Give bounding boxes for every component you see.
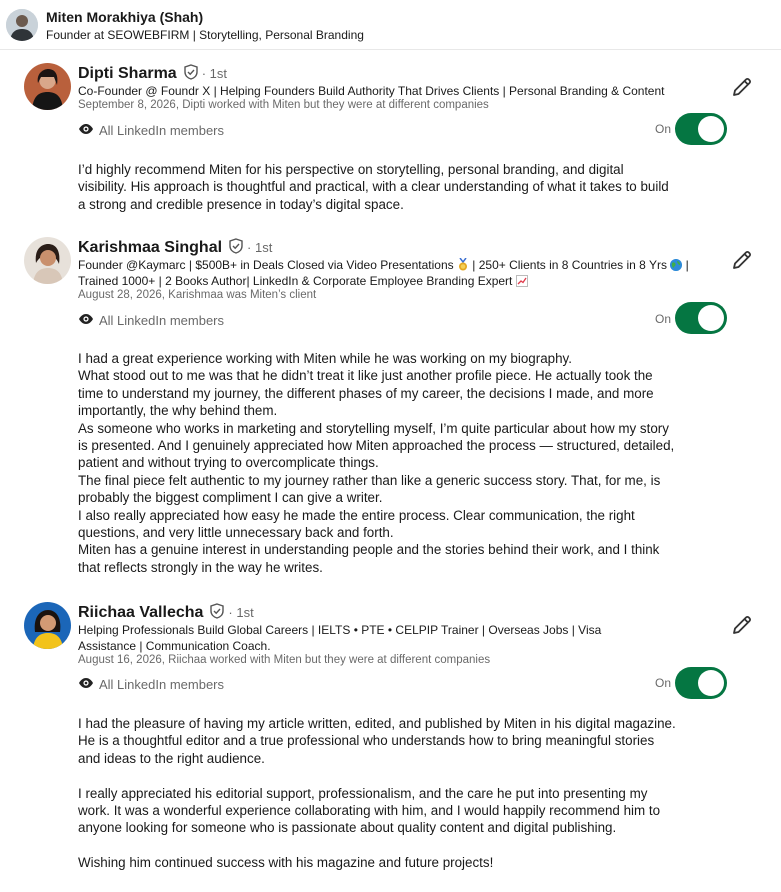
toggle-state-label: On <box>655 122 672 136</box>
profile-headline: Founder at SEOWEBFIRM | Storytelling, Personal Branding <box>46 28 364 42</box>
chart-increasing-icon <box>516 275 528 287</box>
recommender-avatar[interactable] <box>24 237 71 284</box>
recommendation-text: I’d highly recommend Miten for his perspective on storytelling, personal branding, and digital visibility. His approach is thoughtful and practical, with a clear understanding of what it takes to build a strong and credible presence in today’s digital space. <box>78 162 669 212</box>
edit-pencil-icon[interactable] <box>730 75 754 99</box>
recommendation-date-relation: August 16, 2026, Riichaa worked with Miten but they were at different companies <box>78 654 491 666</box>
show-recommendation-toggle[interactable] <box>675 113 727 145</box>
recommender-avatar[interactable] <box>24 63 71 110</box>
visibility-label: All LinkedIn members <box>99 677 224 692</box>
recommendation-card <box>0 233 781 588</box>
visibility-setting[interactable] <box>78 675 224 694</box>
profile-header <box>0 0 781 50</box>
recommendation-card <box>0 60 781 225</box>
recommendation-text: I had the pleasure of having my article written, edited, and published by Miten in his digital magazine. He is a thoughtful editor and a true professional who understands how to bring meaningful stories and ideas to the right audience. I really appreciated his editorial support, professionalism, and the care he put into presenting my work. It was a wonderful experience collaborating with him, and I would happily recommend him to anyone looking for someone who is passionate about quality content and digital publishing. Wishing him continued success with his magazine and future projects! <box>78 716 676 871</box>
visibility-label: All LinkedIn members <box>99 313 224 328</box>
verified-shield-icon <box>209 603 225 624</box>
toggle-state-label: On <box>655 312 672 326</box>
visibility-label: All LinkedIn members <box>99 123 224 138</box>
recommender-name[interactable]: Dipti Sharma <box>78 65 177 82</box>
medal-icon <box>457 258 469 271</box>
recommender-headline: Co-Founder @ Foundr X | Helping Founders Build Authority That Drives Clients | Personal Branding & Content <box>78 84 665 98</box>
visibility-setting[interactable] <box>78 311 224 330</box>
visibility-setting[interactable] <box>78 121 224 140</box>
recommendation-text: I had a great experience working with Miten while he was working on my biography. What stood out to me was that he didn’t treat it like just another profile piece. He actually took the time to understand my journey, the different phases of my career, the decisions I made, and more importantly, the why behind them. As someone who works in marketing and storytelling myself, I’m quite particular about how my story is presented. And I genuinely appreciated how Miten approached the process — structured, detailed, patient and without trying to overcomplicate things. The final piece felt authentic to my journey rather than like a generic success story. That, for me, is probably the biggest compliment I can give a writer. I also really appreciated how easy he made the entire process. Clear communication, the right questions, and very little unnecessary back and forth. Miten has a genuine interest in understanding people and the stories behind their work, and I think that reflects strongly in the way he writes. <box>78 351 675 575</box>
recommender-avatar[interactable] <box>24 602 71 649</box>
recommender-name[interactable]: Karishmaa Singhal <box>78 239 223 256</box>
profile-name[interactable]: Miten Morakhiya (Shah) <box>46 9 204 25</box>
edit-pencil-icon[interactable] <box>730 613 754 637</box>
edit-pencil-icon[interactable] <box>730 248 754 272</box>
verified-shield-icon <box>183 64 199 85</box>
verified-shield-icon <box>228 238 244 259</box>
eye-icon <box>78 121 99 140</box>
recommender-headline: Helping Professionals Build Global Careers | IELTS • PTE • CELPIP Trainer | Overseas Jobs | Visa Assistance | Communication Coach. <box>78 623 602 653</box>
eye-icon <box>78 311 99 330</box>
recommendation-date-relation: September 8, 2026, Dipti worked with Miten but they were at different companies <box>78 99 489 111</box>
globe-icon <box>670 259 682 271</box>
profile-avatar[interactable] <box>6 9 38 41</box>
toggle-knob <box>698 670 724 696</box>
connection-degree: · 1st <box>247 240 273 255</box>
toggle-knob <box>698 305 724 331</box>
recommendation-card <box>0 598 781 892</box>
connection-degree: · 1st <box>201 66 227 81</box>
toggle-state-label: On <box>655 676 672 690</box>
toggle-knob <box>698 116 724 142</box>
recommender-headline: Founder @Kaymarc | $500B+ in Deals Closed via Video Presentations | 250+ Clients in 8 Countries in 8 Yrs | Trained 1000+ | 2 Books Author| LinkedIn & Corporate Employee Branding Expert <box>78 258 689 288</box>
eye-icon <box>78 675 99 694</box>
recommendation-date-relation: August 28, 2026, Karishmaa was Miten’s client <box>78 289 317 301</box>
show-recommendation-toggle[interactable] <box>675 667 727 699</box>
show-recommendation-toggle[interactable] <box>675 302 727 334</box>
recommender-name[interactable]: Riichaa Vallecha <box>78 604 204 621</box>
connection-degree: · 1st <box>228 605 254 620</box>
